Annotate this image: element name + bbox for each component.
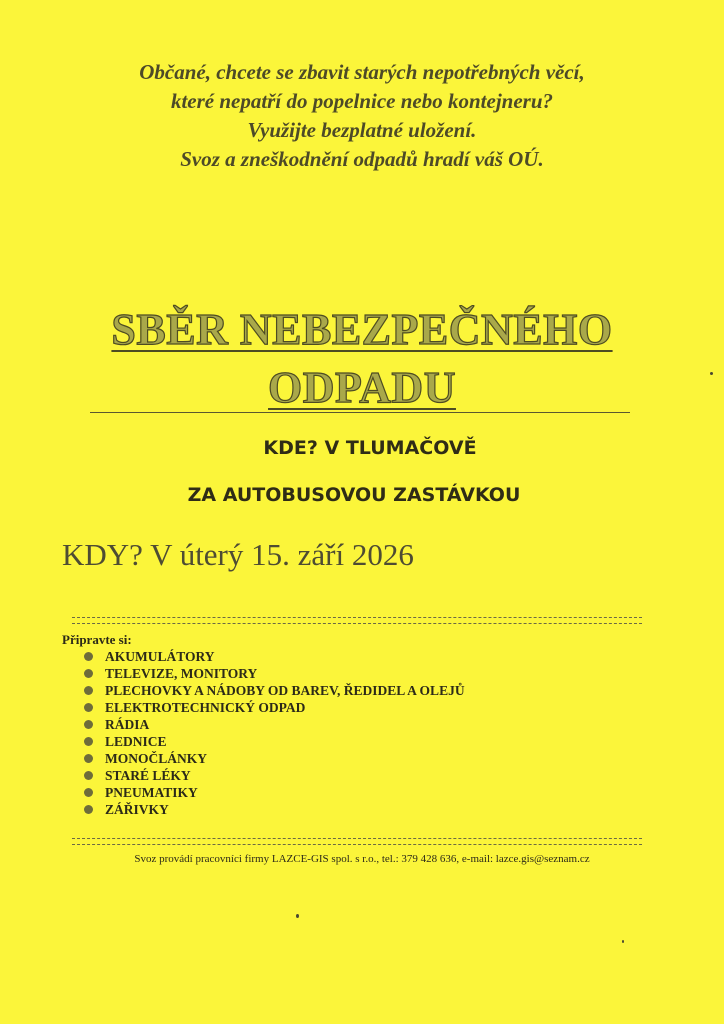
bullet-icon — [84, 805, 93, 814]
bullet-icon — [84, 652, 93, 661]
list-item-label: ELEKTROTECHNICKÝ ODPAD — [105, 699, 306, 715]
list-item — [84, 665, 465, 682]
list-item — [84, 750, 465, 767]
list-item-label: PNEUMATIKY — [105, 784, 198, 800]
list-item — [84, 733, 465, 750]
bullet-icon — [84, 720, 93, 729]
intro-line-4: Svoz a zneškodnění odpadů hradí váš OÚ. — [180, 147, 544, 171]
list-item-label: RÁDIA — [105, 716, 150, 732]
poster-title-line-1: SBĚR NEBEZPEČNÉHO — [111, 305, 613, 354]
list-item-label: AKUMULÁTORY — [105, 648, 215, 664]
bullet-icon — [84, 703, 93, 712]
list-item — [84, 801, 465, 818]
paper-speck — [296, 914, 299, 918]
list-item — [84, 699, 465, 716]
collection-date: KDY? V úterý 15. září 2026 — [62, 537, 414, 572]
poster-title-line-2: ODPADU — [268, 363, 456, 412]
intro-line-3: Využijte bezplatné uložení. — [247, 118, 477, 142]
list-item-label: STARÉ LÉKY — [105, 767, 191, 783]
list-item-label: TELEVIZE, MONITORY — [105, 665, 258, 681]
divider-bottom — [72, 838, 642, 845]
intro-line-2: které nepatří do popelnice nebo kontejneru? — [170, 89, 554, 113]
bullet-icon — [84, 771, 93, 780]
bullet-icon — [84, 788, 93, 797]
list-item-label: LEDNICE — [105, 733, 167, 749]
intro-text — [0, 58, 724, 174]
bullet-icon — [84, 669, 93, 678]
list-item — [84, 682, 465, 699]
bullet-icon — [84, 754, 93, 763]
list-item-label: MONOČLÁNKY — [105, 750, 207, 766]
list-item — [84, 767, 465, 784]
location-line-1: KDE? V TLUMAČOVĚ — [263, 437, 477, 459]
prepare-label: Připravte si: — [62, 632, 132, 647]
title-divider — [90, 412, 630, 413]
location-line-2: ZA AUTOBUSOVOU ZASTÁVKOU — [187, 484, 521, 506]
list-item — [84, 648, 465, 665]
intro-line-1: Občané, chcete se zbavit starých nepotřebných věcí, — [139, 60, 585, 84]
footer-contact: Svoz provádí pracovníci firmy LAZCE-GIS spol. s r.o., tel.: 379 428 636, e-mail: lazce.gis@seznam.cz — [134, 853, 590, 865]
bullet-icon — [84, 686, 93, 695]
waste-items-list — [84, 648, 465, 818]
list-item — [84, 784, 465, 801]
bullet-icon — [84, 737, 93, 746]
list-item-label: ZÁŘIVKY — [105, 801, 169, 817]
list-item-label: PLECHOVKY A NÁDOBY OD BAREV, ŘEDIDEL A OLEJŮ — [105, 682, 465, 698]
paper-speck — [622, 940, 624, 943]
paper-speck — [710, 372, 713, 375]
list-item — [84, 716, 465, 733]
divider-top — [72, 617, 642, 624]
